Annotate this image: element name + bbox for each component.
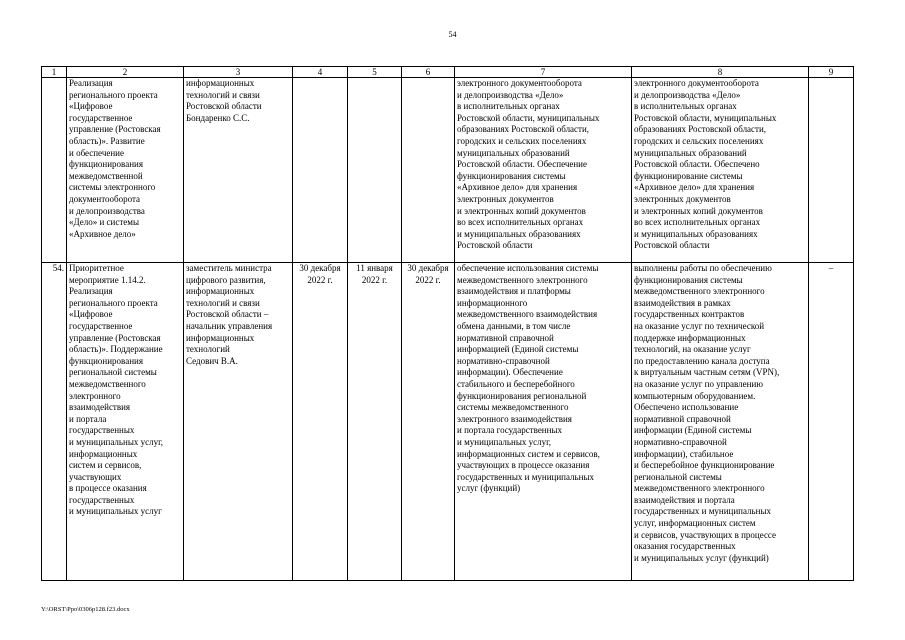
actual-end-date-cell — [402, 78, 455, 263]
column-number: 7 — [455, 67, 632, 78]
column-number: 1 — [42, 67, 67, 78]
actual-start-date-cell — [348, 78, 402, 263]
actual-end-date-cell: 30 декабря 2022 г. — [402, 263, 455, 581]
planned-result-cell: обеспечение использования системы межведомственного электронного взаимодействия и платформы информационного межведомственного взаимодействия обмена данными, в том числе нормативной справочной информацией (Единой системы нормативно-справочной информации). Обеспечение стабильного и бесперебойного функционирования региональной системы межведомственного электронного взаимодействия и портала государственных и муниципальных услуг, информационных систем и сервисов, участвующих в процессе оказания государственных и муниципальных услуг (функций) — [455, 263, 632, 581]
notes-cell: – — [809, 263, 854, 581]
actual-start-date-cell: 11 января 2022 г. — [348, 263, 402, 581]
column-number: 2 — [67, 67, 184, 78]
table-row — [42, 263, 854, 581]
event-name-cell: Приоритетное мероприятие 1.14.2. Реализация регионального проекта «Цифровое государственное управление (Ростовская область)». Поддержание функционирования региональной системы межведомственного электронного взаимодействия и портала государственных и муниципальных услуг, информационных систем и сервисов, участвующих в процессе оказания государственных и муниципальных услуг — [67, 263, 184, 581]
actual-result-cell: электронного документооборота и делопроизводства «Дело» в исполнительных органах Ростовской области, муниципальных образованиях Ростовской области, городских и сельских поселениях муниципальных образований Ростовской области. Обеспечено функционирование системы «Архивное дело» для хранения электронных документов и электронных копий документов во всех исполнительных органах и муниципальных образованиях Ростовской области — [632, 78, 809, 263]
column-number: 3 — [184, 67, 293, 78]
planned-end-date-cell: 30 декабря 2022 г. — [293, 263, 348, 581]
column-number: 5 — [348, 67, 402, 78]
row-number — [42, 78, 67, 263]
event-name-cell: Реализация регионального проекта «Цифровое государственное управление (Ростовская область)». Развитие и обеспечение функционирования межведомственной системы электронного документооборота и делопроизводства «Дело» и системы «Архивное дело» — [67, 78, 184, 263]
notes-cell — [809, 78, 854, 263]
column-number: 4 — [293, 67, 348, 78]
report-table — [41, 66, 854, 581]
planned-result-cell: электронного документооборота и делопроизводства «Дело» в исполнительных органах Ростовской области, муниципальных образованиях Ростовской области, городских и сельских поселениях муниципальных образований Ростовской области. Обеспечение функционирования системы «Архивное дело» для хранения электронных документов и электронных копий документов во всех исполнительных органах и муниципальных образованиях Ростовской области — [455, 78, 632, 263]
column-number: 6 — [402, 67, 455, 78]
responsible-cell: информационных технологий и связи Ростовской области Бондаренко С.С. — [184, 78, 293, 263]
actual-result-cell: выполнены работы по обеспечению функционирования системы межведомственного электронного взаимодействия в рамках государственных контрактов на оказание услуг по технической поддержке информационных технологий, на оказание услуг по предоставлению канала доступа к виртуальным частным сетям (VPN), на оказание услуг по управлению компьютерным оборудованием. Обеспечено использование нормативной справочной информации (Единой системы нормативно-справочной информации), стабильное и бесперебойное функционирование региональной системы межведомственного электронного взаимодействия и портала государственных и муниципальных услуг, информационных систем и сервисов, участвующих в процессе оказания государственных и муниципальных услуг (функций) — [632, 263, 809, 581]
responsible-cell: заместитель министра цифрового развития, информационных технологий и связи Ростовской области – начальник управления информационных технологий Седович В.А. — [184, 263, 293, 581]
column-number: 8 — [632, 67, 809, 78]
row-number: 54. — [42, 263, 67, 581]
column-number: 9 — [809, 67, 854, 78]
page-number: 54 — [448, 30, 457, 39]
planned-end-date-cell — [293, 78, 348, 263]
column-number-row — [42, 67, 854, 78]
table-row — [42, 78, 854, 263]
file-path-footer: Y:\ORST\Ppo\0306p128.f23.docx — [41, 606, 130, 613]
